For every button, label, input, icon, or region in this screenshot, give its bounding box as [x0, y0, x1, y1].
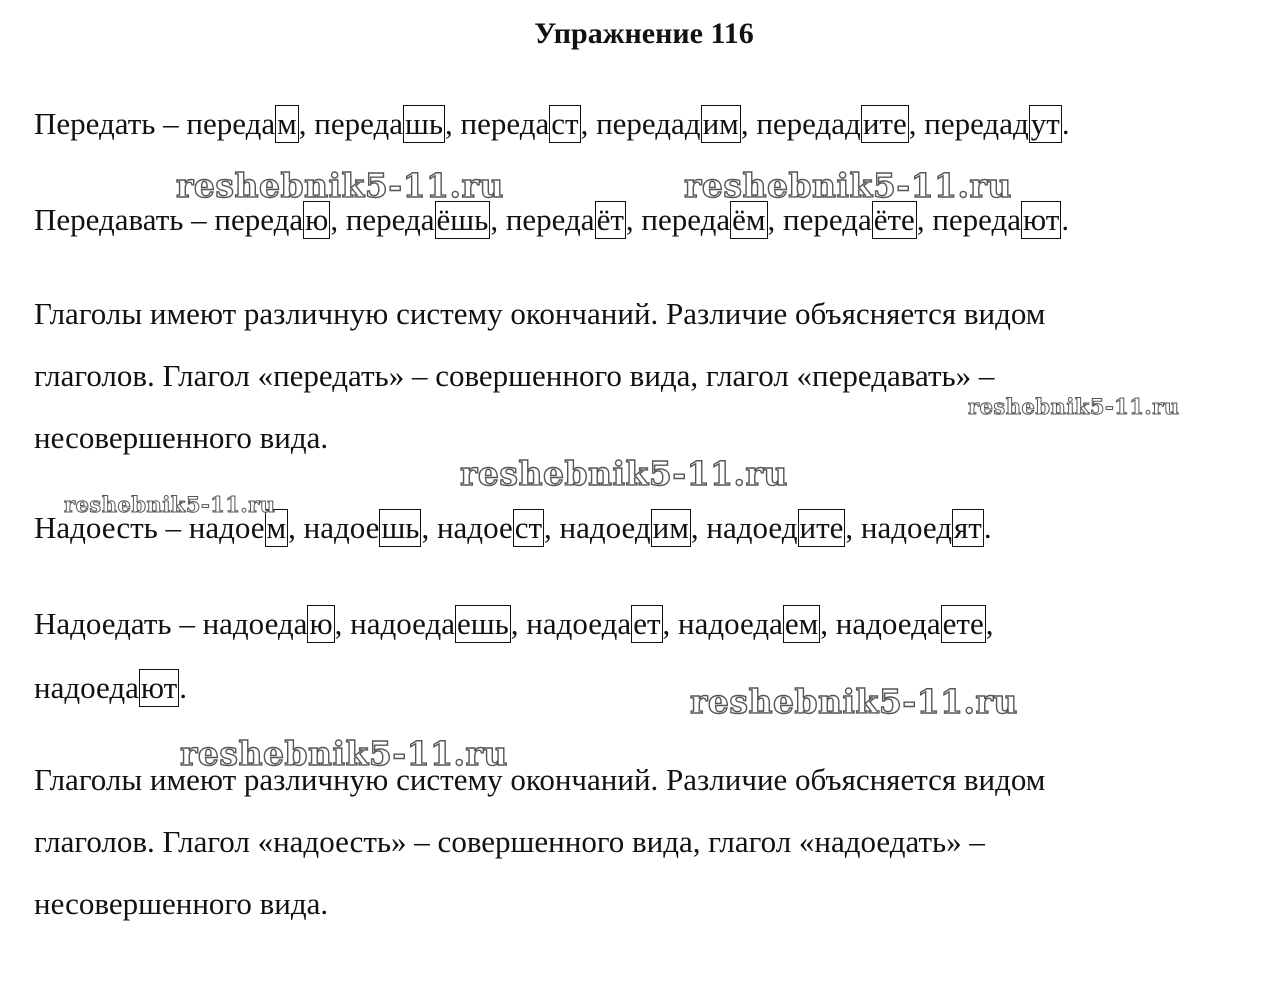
paragraph-line: несовершенного вида.	[34, 420, 329, 455]
ending-box: шь	[405, 106, 444, 141]
ending-box: ём	[732, 202, 766, 237]
ending-box: ут	[1030, 106, 1060, 141]
verb-form	[350, 606, 511, 641]
verb-form	[526, 606, 662, 641]
verb-stem: переда	[932, 202, 1022, 237]
verb-stem: передад	[596, 106, 701, 141]
paragraph-line: глаголов. Глагол «передать» – совершенного вида, глагол «передавать» –	[34, 358, 995, 393]
ending-box: ите	[862, 106, 907, 141]
verb-stem: переда	[641, 202, 731, 237]
verb-form	[861, 510, 984, 545]
watermark: reshebnik5-11.ru	[176, 166, 504, 205]
verb-form	[678, 606, 820, 641]
ending-box: ите	[799, 510, 844, 545]
verb-stem: переда	[505, 202, 595, 237]
verb-form	[461, 106, 581, 141]
verb-form	[783, 202, 917, 237]
conjugation-row-nadoedat: Надоедать – надоедаю, надоедаешь, надоедает, надоедаем, надоедаете,	[34, 606, 994, 641]
verb-stem: надоеда	[678, 606, 783, 641]
watermark: reshebnik5-11.ru	[684, 166, 1012, 205]
verb-stem: надоеда	[202, 606, 308, 641]
verb-form	[836, 606, 986, 641]
ending-box: им	[702, 106, 739, 141]
watermark: reshebnik5-11.ru	[180, 734, 508, 773]
verb-form	[437, 510, 544, 545]
verb-form	[186, 106, 298, 141]
verb-form	[314, 106, 445, 141]
conjugation-row-nadoedat-continued: надоедают.	[34, 670, 187, 705]
watermark: reshebnik5-11.ru	[64, 492, 276, 517]
watermark: reshebnik5-11.ru	[690, 682, 1018, 721]
verb-stem: надое	[303, 510, 380, 545]
ending-box: ёте	[873, 202, 915, 237]
verb-stem: переда	[345, 202, 435, 237]
watermark: reshebnik5-11.ru	[460, 454, 788, 493]
verb-stem: надоед	[559, 510, 651, 545]
verb-stem: надоед	[860, 510, 953, 545]
verb-infinitive: Передать –	[34, 106, 187, 141]
verb-form	[706, 510, 845, 545]
verb-stem: передад	[756, 106, 861, 141]
ending-box: ют	[1023, 202, 1060, 237]
conjugation-row-peredat: Передать – передам, передашь, передаст, передадим, передадите, передадут.	[34, 106, 1070, 141]
ending-box: ю	[309, 606, 333, 641]
verb-stem: переда	[186, 106, 276, 141]
verb-form	[560, 510, 691, 545]
verb-stem: переда	[314, 106, 404, 141]
ending-box: м	[277, 106, 297, 141]
ending-box: ем	[784, 606, 819, 641]
ending-box: шь	[381, 510, 420, 545]
verb-stem: передад	[924, 106, 1029, 141]
verb-form	[304, 510, 422, 545]
verb-stem: надоеда	[350, 606, 456, 641]
verb-stem: переда	[214, 202, 304, 237]
paragraph-line: Глаголы имеют различную систему окончаний. Различие объясняется видом	[34, 762, 1046, 797]
ending-box: ют	[140, 670, 178, 705]
ending-box: ст	[514, 510, 543, 545]
ending-box: ст	[551, 106, 579, 141]
ending-box: ят	[954, 510, 982, 545]
verb-form	[346, 202, 491, 237]
verb-form	[189, 510, 288, 545]
paragraph-line: глаголов. Глагол «надоесть» – совершенного вида, глагол «надоедать» –	[34, 824, 985, 859]
verb-form	[214, 202, 330, 237]
conjugation-row-nadoest: Надоесть – надоем, надоешь, надоест, надоедим, надоедите, надоедят.	[34, 510, 992, 545]
verb-form	[203, 606, 335, 641]
verb-form	[932, 202, 1061, 237]
ending-box: ешь	[457, 606, 509, 641]
verb-infinitive: Передавать –	[34, 202, 215, 237]
ending-box: ёшь	[436, 202, 489, 237]
ending-box: ет	[633, 606, 661, 641]
verb-form	[596, 106, 741, 141]
verb-form	[641, 202, 767, 237]
paragraph-line: Глаголы имеют различную систему окончаний. Различие объясняется видом	[34, 296, 1046, 331]
verb-stem: надоеда	[34, 670, 139, 705]
verb-form	[924, 106, 1062, 141]
verb-infinitive: Надоесть –	[34, 510, 189, 545]
ending-box: ёт	[596, 202, 624, 237]
conjugation-row-peredavat: Передавать – передаю, передаёшь, передаёт, передаём, передаёте, передают.	[34, 202, 1070, 237]
verb-stem: переда	[460, 106, 550, 141]
verb-stem: переда	[783, 202, 872, 237]
verb-stem: надоеда	[835, 606, 941, 641]
verb-infinitive: Надоедать –	[34, 606, 203, 641]
ending-box: ю	[305, 202, 329, 237]
verb-stem: надоед	[706, 510, 798, 545]
verb-stem: надоеда	[526, 606, 632, 641]
ending-box: ете	[942, 606, 984, 641]
exercise-title: Упражнение 116	[534, 17, 754, 50]
verb-form	[34, 670, 179, 705]
paragraph-line: несовершенного вида.	[34, 886, 329, 921]
verb-stem: надое	[188, 510, 265, 545]
verb-stem: надое	[436, 510, 513, 545]
ending-box: м	[266, 510, 287, 545]
verb-form	[756, 106, 908, 141]
ending-box: им	[652, 510, 689, 545]
verb-form	[506, 202, 626, 237]
watermark: reshebnik5-11.ru	[968, 394, 1180, 419]
